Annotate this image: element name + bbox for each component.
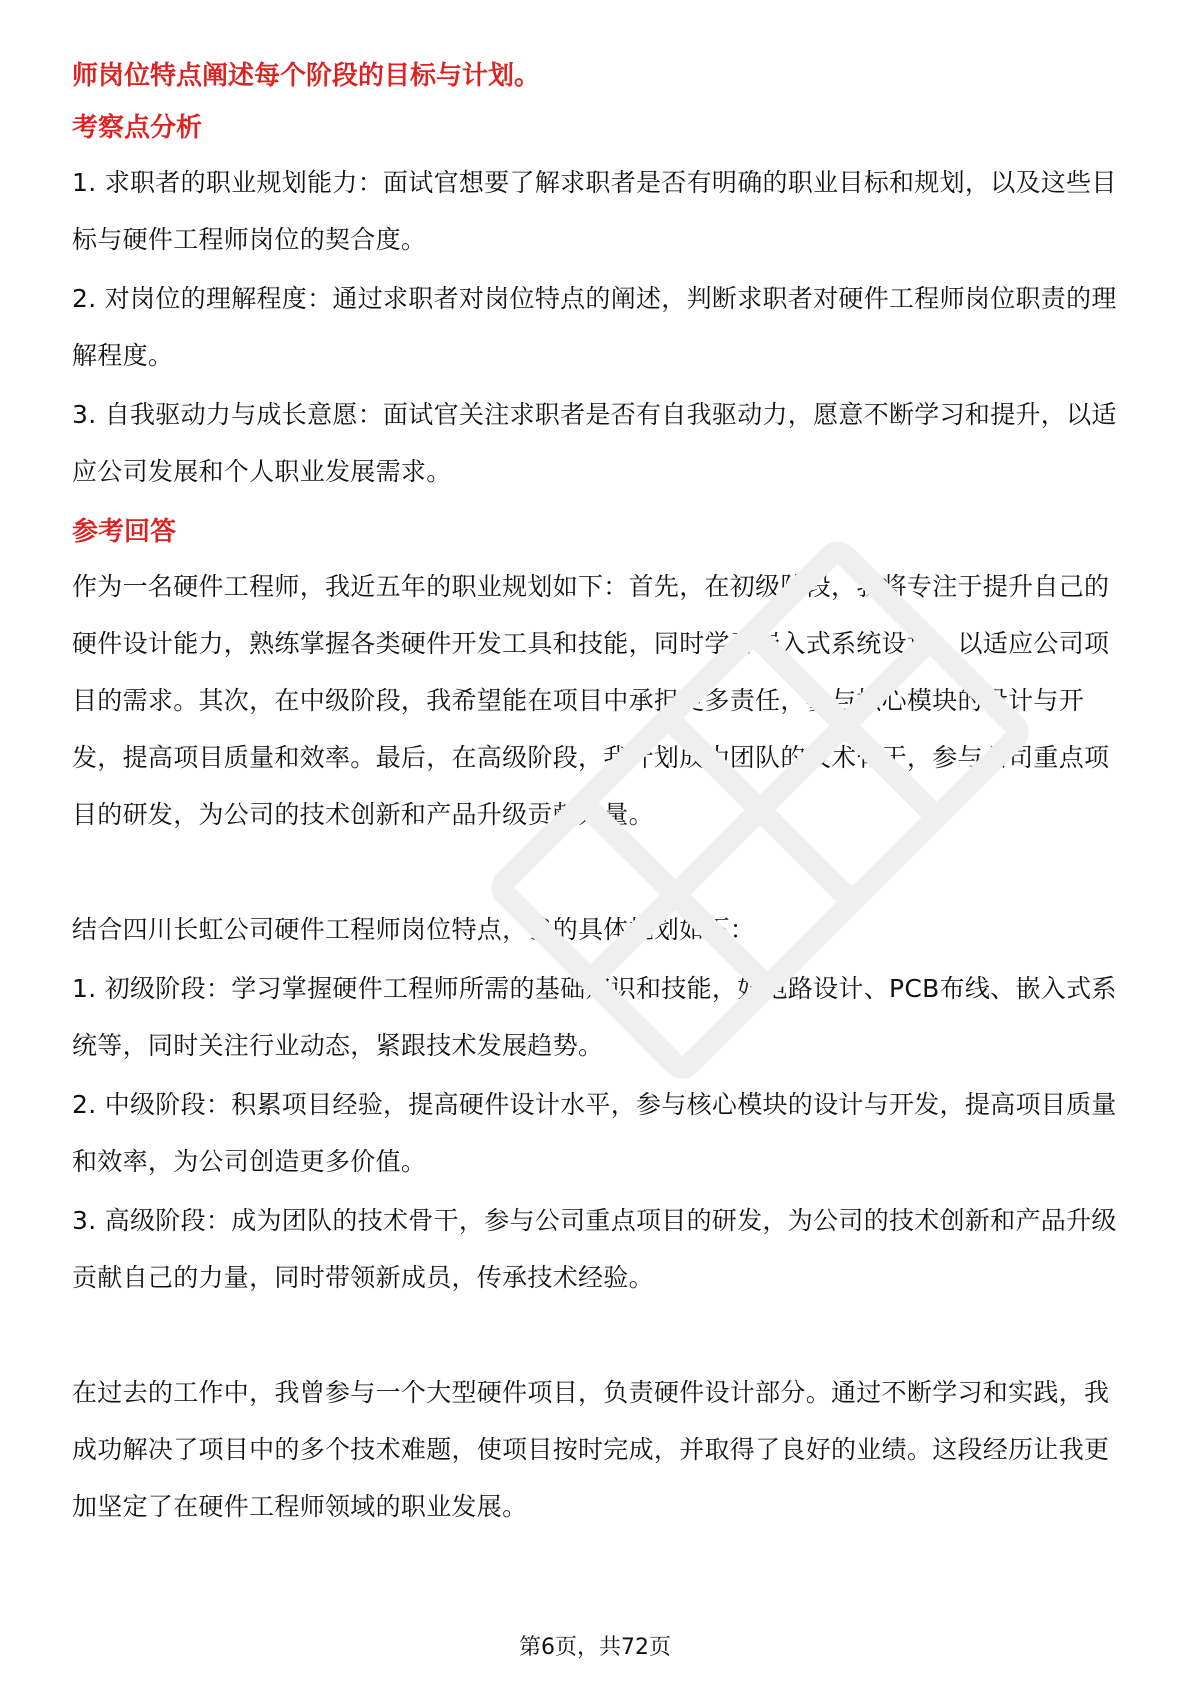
plan-lead: 结合四川长虹公司硬件工程师岗位特点，我的具体规划如下： [72, 915, 756, 944]
analysis-item-3: 3. 自我驱动力与成长意愿：面试官关注求职者是否有自我驱动力，愿意不断学习和提升，以适应公司发展和个人职业发展需求。 [72, 400, 1117, 486]
section-heading-answer: 参考回答 [72, 517, 177, 547]
plan-item-1: 1. 初级阶段：学习掌握硬件工程师所需的基础知识和技能，如电路设计、PCB布线、嵌入式系统等，同时关注行业动态，紧跟技术发展趋势。 [72, 974, 1117, 1060]
analysis-item-1: 1. 求职者的职业规划能力：面试官想要了解求职者是否有明确的职业目标和规划，以及这些目标与硬件工程师岗位的契合度。 [72, 168, 1117, 254]
page-footer: 第6页，共72页 [519, 1635, 671, 1660]
intro-line: 师岗位特点阐述每个阶段的目标与计划。 [72, 61, 541, 91]
plan-item-3: 3. 高级阶段：成为团队的技术骨干，参与公司重点项目的研发，为公司的技术创新和产品升级贡献自己的力量，同时带领新成员，传承技术经验。 [72, 1206, 1117, 1292]
paragraph-gap [72, 1308, 1122, 1364]
answer-paragraph-1: 作为一名硬件工程师，我近五年的职业规划如下：首先，在初级阶段，我将专注于提升自己的硬件设计能力，熟练掌握各类硬件开发工具和技能，同时学习嵌入式系统设计，以适应公司项目的需求。其次，在中级阶段，我希望能在项目中承担更多责任，参与核心模块的设计与开发，提高项目质量和效率。最后，在高级阶段，我计划成为团队的技术骨干，参与公司重点项目的研发，为公司的技术创新和产品升级贡献力量。 [72, 572, 1110, 829]
plan-item-2: 2. 中级阶段：积累项目经验，提高硬件设计水平，参与核心模块的设计与开发，提高项目质量和效率，为公司创造更多价值。 [72, 1090, 1117, 1176]
section-heading-analysis: 考察点分析 [72, 113, 203, 143]
paragraph-gap [72, 845, 1122, 901]
answer-paragraph-3: 在过去的工作中，我曾参与一个大型硬件项目，负责硬件设计部分。通过不断学习和实践，我成功解决了项目中的多个技术难题，使项目按时完成，并取得了良好的业绩。这段经历让我更加坚定了在硬件工程师领域的职业发展。 [72, 1378, 1110, 1521]
document-body [72, 56, 1122, 1537]
analysis-item-2: 2. 对岗位的理解程度：通过求职者对岗位特点的阐述，判断求职者对硬件工程师岗位职责的理解程度。 [72, 284, 1117, 370]
